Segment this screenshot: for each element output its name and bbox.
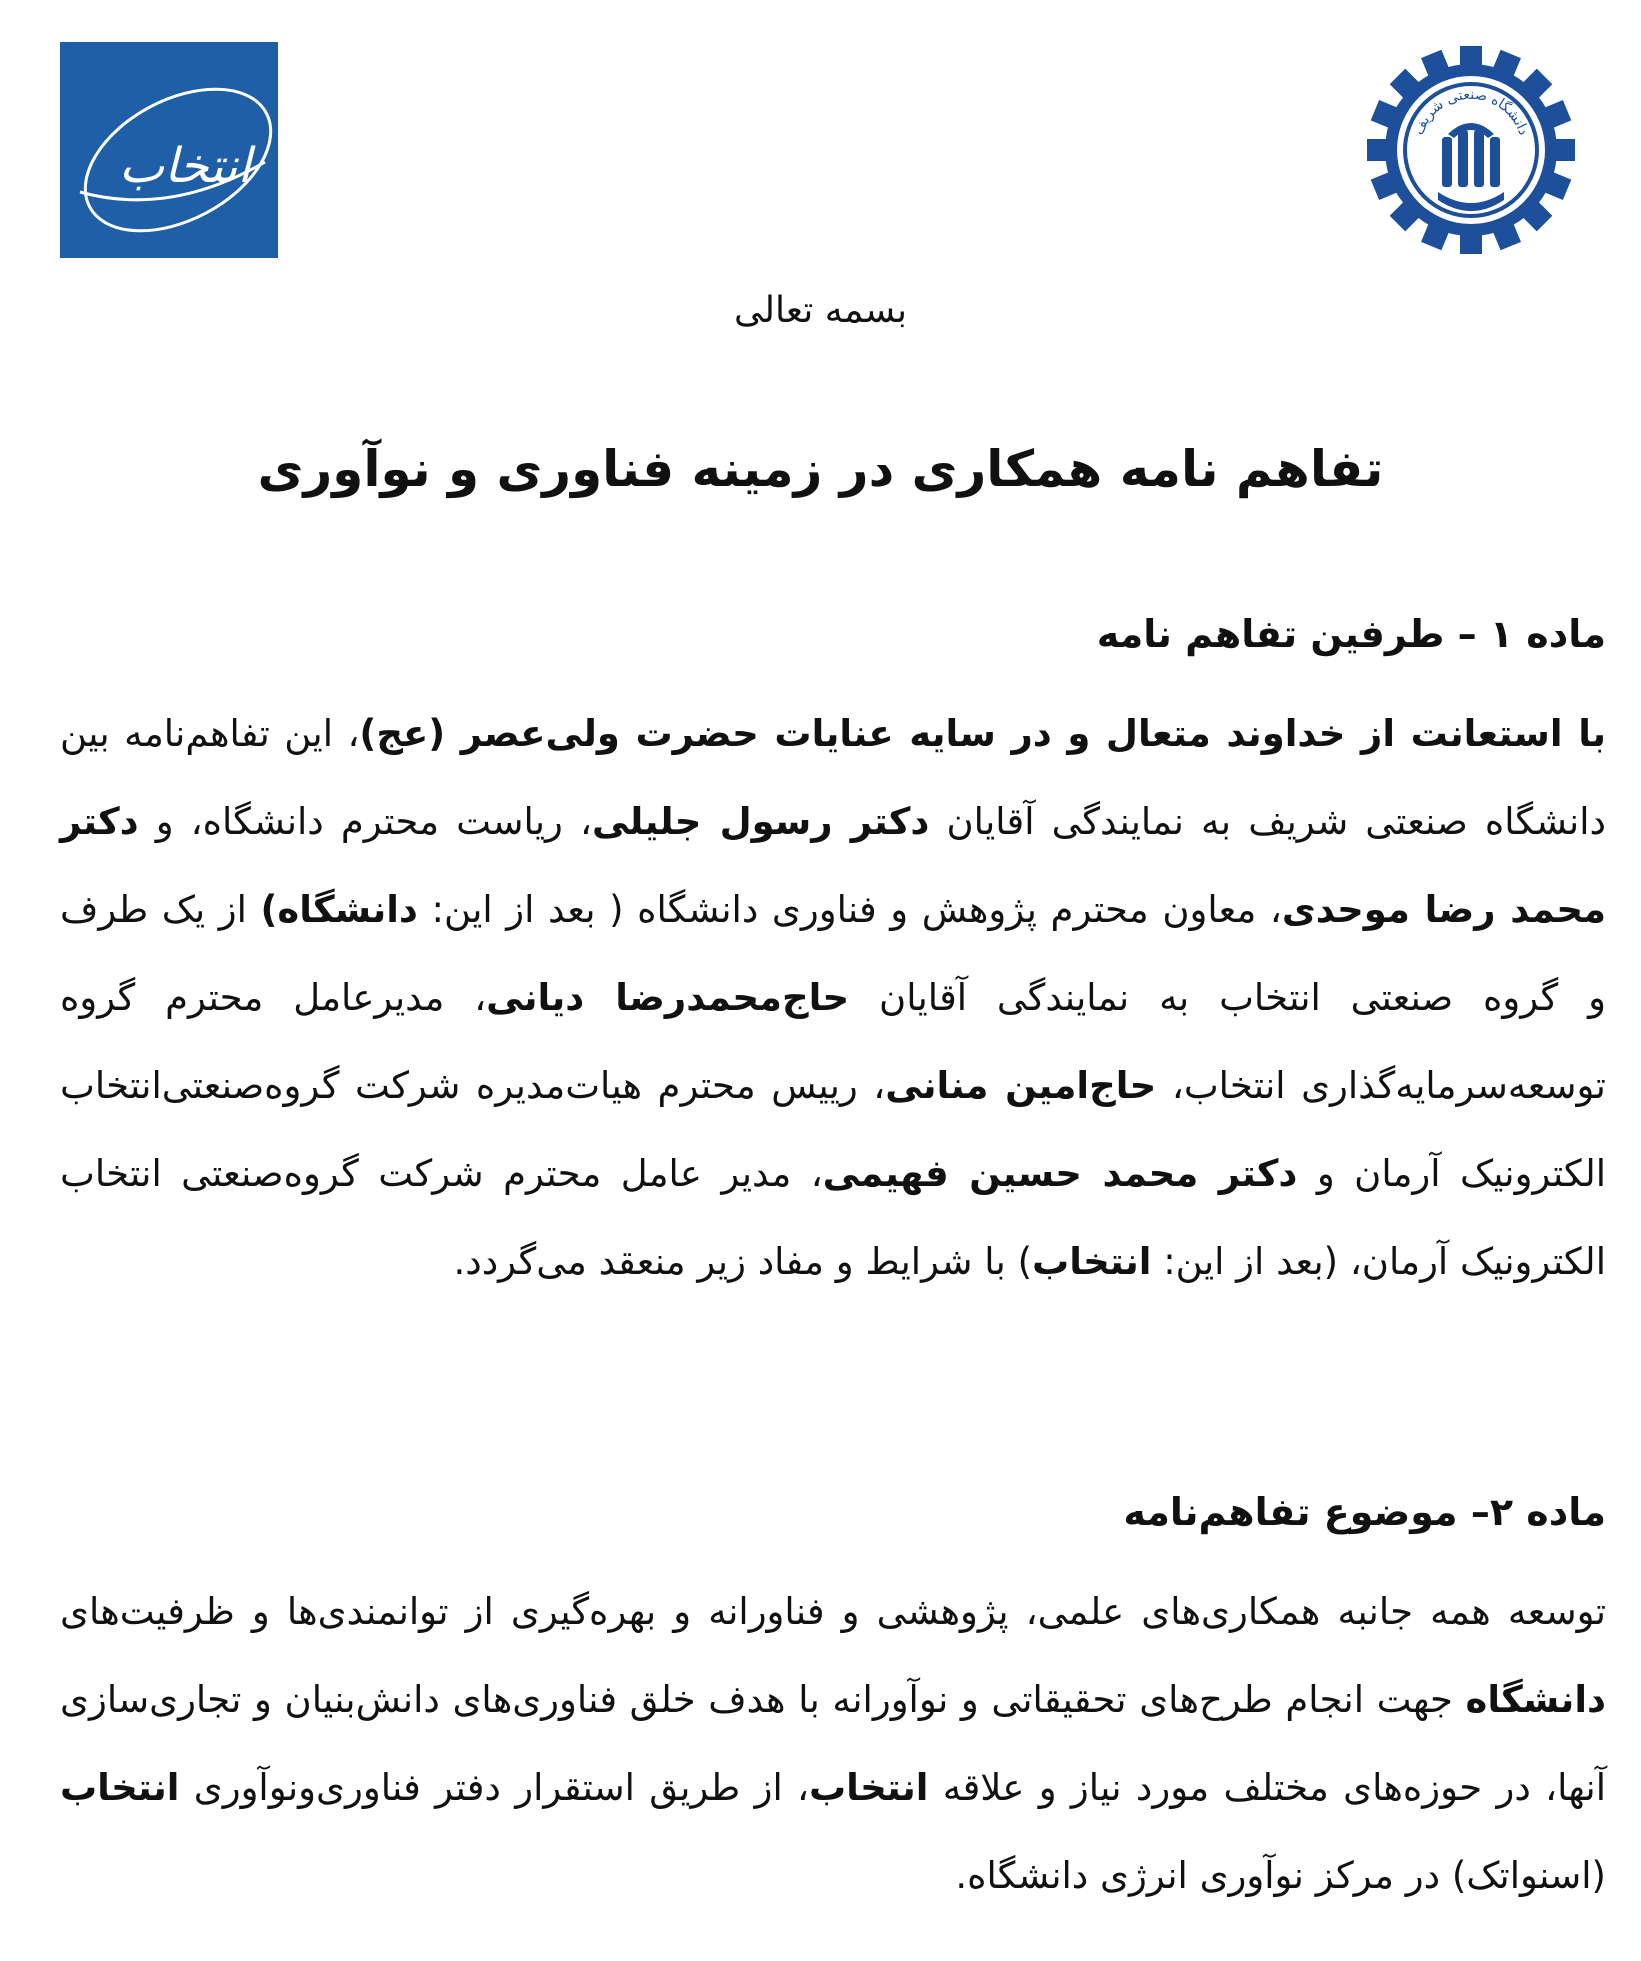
section1-text-run: دانشگاه)	[260, 888, 418, 931]
sharif-university-seal	[1360, 42, 1582, 258]
section-2-heading: ماده ۲– موضوع تفاهم‌نامه	[1123, 1490, 1606, 1534]
section2-text-run: ، از طریق استقرار دفتر فناوری‌ونوآوری	[179, 1766, 809, 1809]
section1-text-run: از یک طرف و گروه صنعتی انتخاب به نمایندگی آقایان	[60, 888, 1606, 1019]
section1-text-run: ، مدیر عامل محترم شرکت گروه‌صنعتی انتخاب الکترونیک آرمان، (بعد از این:	[60, 1152, 1606, 1283]
section-1-heading: ماده ۱ – طرفین تفاهم نامه	[1096, 612, 1606, 656]
section1-text-run: با استعانت از خداوند متعال و در سایه عنایات حضرت ولی‌عصر (عج)	[359, 712, 1606, 755]
seal-gear-tooth	[1460, 46, 1482, 70]
seal-text: دانشگاه صنعتی شریف	[1410, 86, 1532, 138]
section2-text-run: (اسنواتک) در مرکز نوآوری انرژی دانشگاه.	[955, 1854, 1606, 1897]
section1-text-run: ، این تفاهم‌نامه بین دانشگاه صنعتی شریف به نمایندگی آقایان	[60, 712, 1606, 843]
section1-text-run: دکتر رسول جلیلی	[591, 800, 930, 843]
section1-text-run: حاج‌امین منانی	[885, 1064, 1157, 1107]
section-1-paragraph	[60, 690, 1606, 1306]
section1-text-run: دکتر محمد حسین فهیمی	[822, 1152, 1298, 1195]
section1-text-run: دکتر محمد رضا موحدی	[60, 800, 1606, 931]
section2-text-run: جهت انجام طرح‌های تحقیقاتی و نوآورانه با هدف خلق فناوری‌های دانش‌بنیان و تجاری‌سازی آنها، در حوزه‌های مختلف مورد نیاز و علاقه	[60, 1678, 1606, 1809]
section1-text-run: انتخاب	[1032, 1240, 1152, 1283]
section2-text-run: انتخاب	[60, 1766, 180, 1809]
entekhab-logo	[60, 42, 278, 258]
section1-text-run: ، رییس محترم هیات‌مدیره شرکت گروه‌صنعتی‌انتخاب الکترونیک آرمان و	[60, 1064, 1607, 1195]
section1-text-run: ، معاون محترم پژوهش و فناوری دانشگاه ( بعد از این:	[417, 888, 1282, 931]
section2-text-run: انتخاب	[809, 1766, 929, 1809]
invocation-text: بسمه تعالی	[733, 290, 908, 331]
section-2-paragraph	[60, 1568, 1606, 1920]
section2-text-run: دانشگاه	[1465, 1678, 1606, 1721]
section1-text-run: حاج‌محمدرضا دیانی	[486, 976, 850, 1019]
section1-text-run: ، ریاست محترم دانشگاه، و	[138, 800, 592, 843]
seal-gear-tooth	[1367, 139, 1391, 161]
entekhab-logo-text: انتخاب	[119, 138, 251, 194]
seal-gear-tooth	[1551, 139, 1575, 161]
document-title: تفاهم نامه همکاری در زمینه فناوری و نوآوری	[257, 440, 1384, 498]
section2-text-run: توسعه همه جانبه همکاری‌های علمی، پژوهشی و فناورانه و بهره‌گیری از توانمندی‌ها و ظرفیت‌های	[60, 1590, 1606, 1633]
entekhab-logo-mark	[60, 42, 278, 258]
section1-text-run: ، مدیرعامل محترم گروه توسعه‌سرمایه‌گذاری انتخاب،	[60, 976, 1606, 1107]
seal-gear-tooth	[1460, 230, 1482, 254]
section1-text-run: ) با شرایط و مفاد زیر منعقد می‌گردد.	[453, 1240, 1033, 1283]
